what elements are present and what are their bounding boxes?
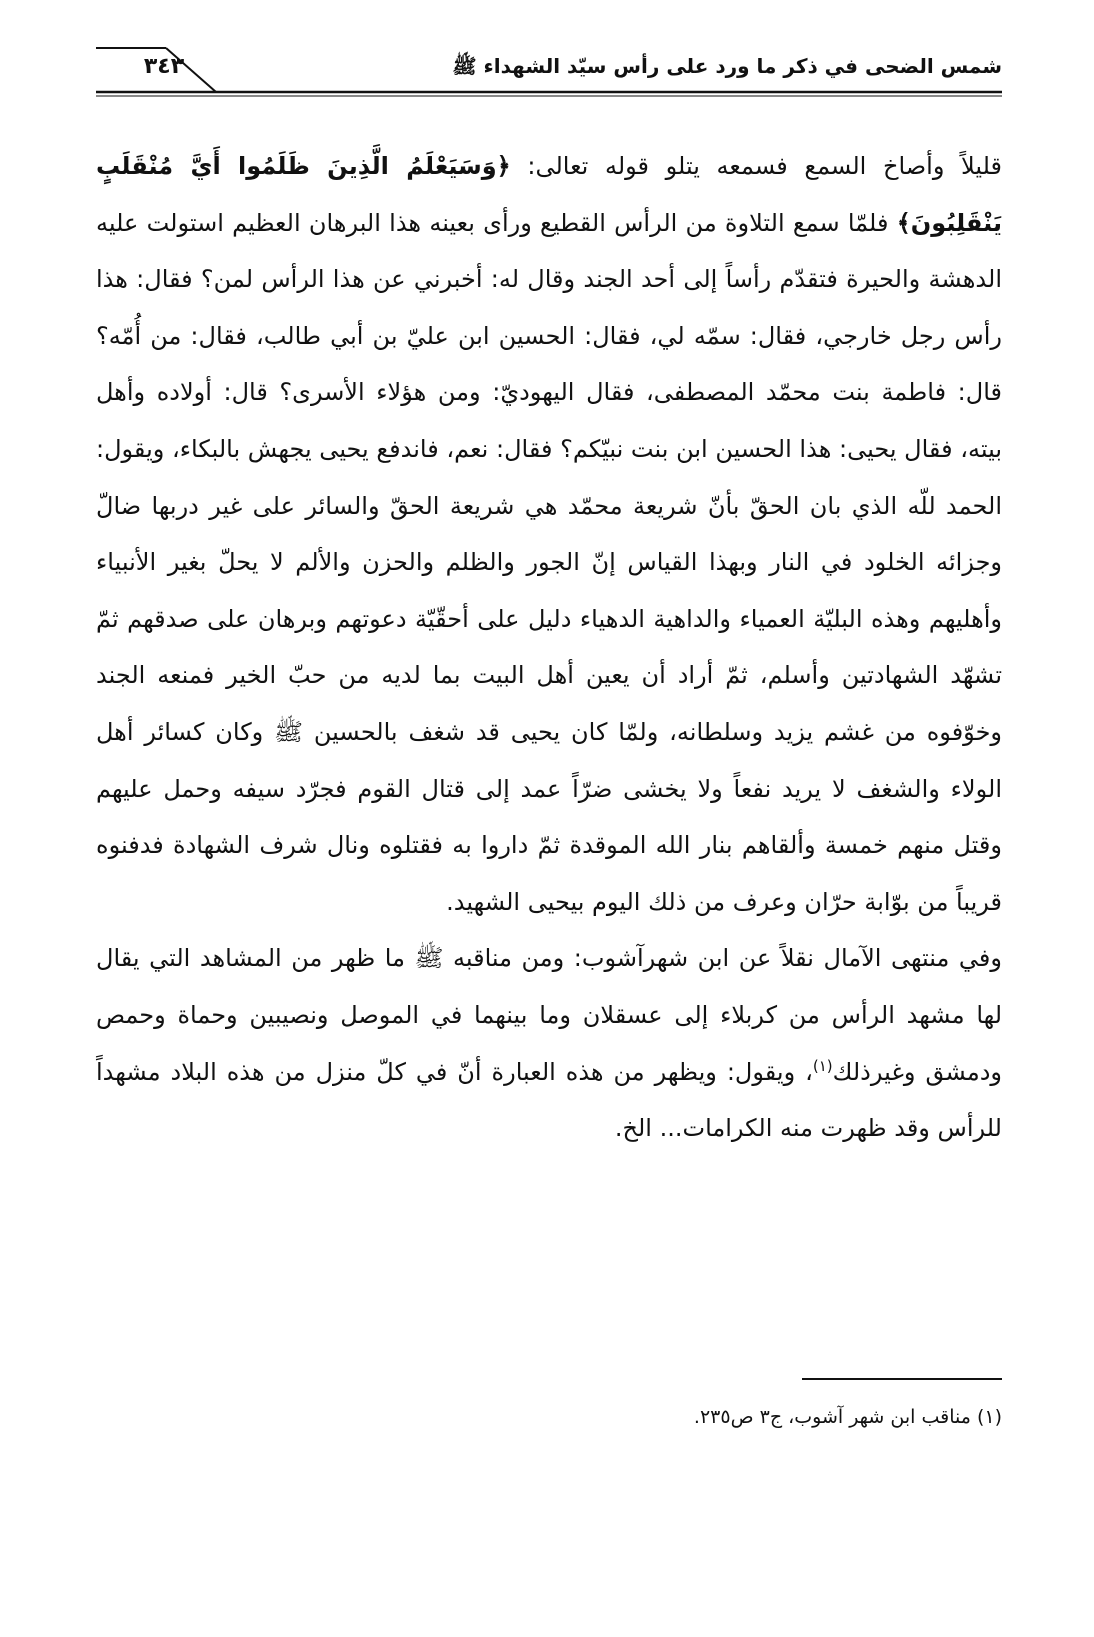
paragraph-1-intro: قليلاً وأصاخ السمع فسمعه يتلو قوله تعالى: (510, 152, 1003, 180)
page-number: ٣٤٣ (143, 54, 185, 79)
footnote-reference[interactable]: (١) (812, 1056, 833, 1075)
paragraph-2-text-end: ، ويقول: ويظهر من هذه العبارة أنّ في كلّ منزل من هذه البلاد مشهداً للرأس وقد ظهرت منه الكرامات... الخ. (96, 1057, 1002, 1143)
footnote-separator (802, 1378, 1002, 1380)
paragraph-2-text: وفي منتهى الآمال نقلاً عن ابن شهرآشوب: ومن مناقبه ﷺ ما ظهر من المشاهد التي يقال لها مشهد الرأس من كربلاء إلى عسقلان وما بينهما في الموصل ونصيبين وحماة وحمص ودمشق وغيرذلك (96, 944, 1003, 1086)
main-text (96, 138, 1002, 1157)
paragraph-1 (96, 138, 1002, 930)
paragraph-1-rest: فلمّا سمع التلاوة من الرأس القطيع ورأى بعينه هذا البرهان العظيم استولت عليه الدهشة والحيرة فتقدّم رأساً إلى أحد الجند وقال له: أخبرني عن هذا الرأس لمن؟ فقال: هذا رأس رجل خارجي، فقال: سمّه لي، فقال: الحسين ابن عليّ بن أبي طالب، فقال: من أُمّه؟ قال: فاطمة بنت محمّد المصطفى، فقال اليهوديّ: ومن هؤلاء الأسرى؟ قال: أولاده وأهل بيته، فقال يحيى: هذا الحسين ابن بنت نبيّكم؟ فقال: نعم، فاندفع يحيى يجهش بالبكاء، ويقول: الحمد للّه الذي بان الحقّ بأنّ شريعة محمّد هي شريعة الحقّ والسائر على غير دربها ضالّ وجزائه الخلود في النار وبهذا القياس إنّ الجور والظلم والحزن والألم لا يحلّ بغير الأنبياء وأهليهم وهذه البليّة العمياء والداهية الدهياء دليل على أحقّيّة دعوتهم وبرهان على صدقهم ثمّ تشهّد الشهادتين وأسلم، ثمّ أراد أن يعين أهل البيت بما لديه من حبّ الخير فمنعه الجند وخوّفوه من غشم يزيد وسلطانه، ولمّا كان يحيى قد شغف بالحسين ﷺ وكان كسائر أهل الولاء والشغف لا يريد نفعاً ولا يخشى ضرّاً عمد إلى قتال القوم فجرّد سيفه وحمل عليهم وقتل منهم خمسة وألقاهم بنار الله الموقدة ثمّ داروا به فقتلوه ونال شرف الشهادة فدفنوه قريباً من بوّابة حرّان وعرف من ذلك اليوم بيحيى الشهيد. (96, 208, 1002, 916)
footnote: (١) مناقب ابن شهر آشوب، ج٣ ص٢٣٥. (693, 1406, 1002, 1428)
running-title: شمس الضحى في ذكر ما ورد على رأس سيّد الشهداء ﷺ (452, 54, 1002, 78)
paragraph-2 (96, 930, 1002, 1156)
page-header (96, 40, 1002, 100)
quran-verse: ﴿وَسَيَعْلَمُ الَّذِينَ ظَلَمُوا أَيَّ مُنْقَلَبٍ يَنْقَلِبُونَ﴾ (96, 152, 1002, 237)
